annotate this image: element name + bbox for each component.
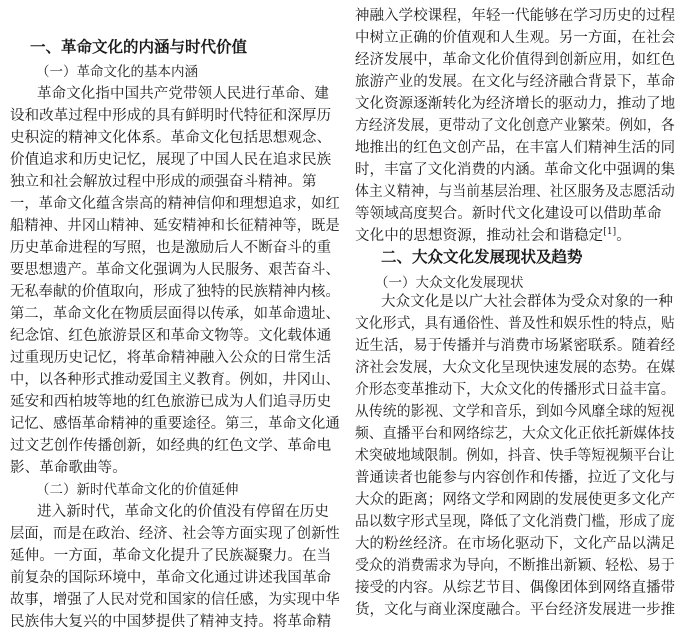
text-line: 受众的消费需求为导向，不断推出新颖、轻松、易于 xyxy=(355,558,675,574)
text-line: 无私奉献的价值取向，形成了独特的民族精神内核。 xyxy=(10,284,340,300)
text-line: 频、直播平台和网络综艺，大众文化正依托新媒体技 xyxy=(355,426,675,442)
text-line: 大众文化是以广大社会群体为受众对象的一种 xyxy=(381,294,673,310)
text-line: 进入新时代，革命文化的价值没有停留在历史 xyxy=(37,504,329,520)
text-line: 过文艺创作传播创新，如经典的红色文学、革命电 xyxy=(10,438,332,454)
text-line: 普通读者也能参与内容创作和传播，拉近了文化与 xyxy=(355,470,676,486)
text-line: 文化中的思想资源，推动社会和谐稳定 xyxy=(355,228,604,244)
text-line: 地推出的红色文创产品，在丰富人们精神生活的同 xyxy=(355,140,676,156)
text-line: 接受的内容。从综艺节目、偶像团体到网络直播带 xyxy=(355,580,676,596)
text-line: 神融入学校课程，年轻一代能够在学习历史的过程 xyxy=(355,8,676,24)
text-line: 大的粉丝经济。在市场化驱动下，文化产品以满足 xyxy=(355,536,676,552)
text-line: 济社会发展，大众文化呈现快速发展的态势。在媒 xyxy=(355,360,676,376)
text-line: 延伸。一方面，革命文化提升了民族凝聚力。在当 xyxy=(10,548,332,564)
text-line: 革命文化指中国共产党带领人民进行革命、建 xyxy=(37,86,329,102)
subsection-title-1-1: （一）革命文化的基本内涵 xyxy=(36,64,198,80)
text-line: 文化资源逐渐转化为经济增长的驱动力，推动了地 xyxy=(355,96,676,112)
section-title-2: 二、大众文化发展现状及趋势 xyxy=(381,248,583,266)
subsection-title-1-2: （二）新时代革命文化的价值延伸 xyxy=(36,482,239,498)
text-line: 货，文化与商业深度融合。平台经济发展进一步推 xyxy=(355,602,676,618)
text-line: 中，以各种形式推动爱国主义教育。例如，井冈山、 xyxy=(10,372,340,388)
text-line: 前复杂的国际环境中，革命文化通过讲述我国革命 xyxy=(10,570,332,586)
text-line: 民族伟大复兴的中国梦提供了精神支持。将革命精 xyxy=(10,614,332,630)
text-line: 纪念馆、红色旅游景区和革命文物等。文化载体通 xyxy=(10,328,332,344)
text-line: 船精神、井冈山精神、延安精神和长征精神等，既是 xyxy=(10,218,340,234)
text-line: 要思想遗产。革命文化强调为人民服务、艰苦奋斗、 xyxy=(10,262,340,278)
text-line: 历史革命进程的写照，也是激励后人不断奋斗的重 xyxy=(10,240,332,256)
text-line: 介形态变革推动下，大众文化的传播形式日益丰富。 xyxy=(355,382,675,398)
text-line: 术突破地域限制。例如，抖音、快手等短视频平台让 xyxy=(355,448,675,464)
text-line: 过重现历史记忆，将革命精神融入公众的日常生活 xyxy=(10,350,332,366)
text-line: 记忆、感悟革命精神的重要途径。第三，革命文化通 xyxy=(10,416,340,432)
text-line: 方经济发展，更带动了文化创意产业繁荣。例如，各 xyxy=(355,118,675,134)
text-line: 近生活，易于传播并与消费市场紧密联系。随着经 xyxy=(355,338,676,354)
text-line: 大众的距离；网络文学和网剧的发展使更多文化产 xyxy=(355,492,676,508)
text-line: 经济发展中，革命文化价值得到创新应用，如红色 xyxy=(355,52,676,68)
text-line: 品以数字形式呈现，降低了文化消费门槛，形成了庞 xyxy=(355,514,675,530)
text-line: 一，革命文化蕴含崇高的精神信仰和理想追求，如红 xyxy=(10,196,340,212)
text-line-with-citation xyxy=(355,226,631,246)
text-line: 层面，而是在政治、经济、社会等方面实现了创新性 xyxy=(10,526,340,542)
text-line: 体主义精神，与当前基层治理、社区服务及志愿活动 xyxy=(355,184,675,200)
text-line: 旅游产业的发展。在文化与经济融合背景下，革命 xyxy=(355,74,676,90)
text-line: 设和改革过程中形成的具有鲜明时代特征和深厚历 xyxy=(10,108,332,124)
text-line: 时，丰富了文化消费的内涵。革命文化中强调的集 xyxy=(355,162,676,178)
subsection-title-2-1: （一）大众文化发展现状 xyxy=(375,275,524,291)
citation-ref[interactable]: [1] xyxy=(603,227,617,238)
text-line: 故事，增强了人民对党和国家的信任感，为实现中华 xyxy=(10,592,340,608)
text-line: 史积淀的精神文化体系。革命文化包括思想观念、 xyxy=(10,130,332,146)
text-line: 文化形式，具有通俗性、普及性和娱乐性的特点，贴 xyxy=(355,316,675,332)
text-line: 影、革命歌曲等。 xyxy=(10,460,127,476)
text-line: 延安和西柏坡等地的红色旅游已成为人们追寻历史 xyxy=(10,394,332,410)
text-line: 独立和社会解放过程中形成的顽强奋斗精神。第 xyxy=(10,174,317,190)
text-line: 中树立正确的价值观和人生观。另一方面，在社会 xyxy=(355,30,676,46)
text-line: 等领域高度契合。新时代文化建设可以借助革命 xyxy=(355,206,662,222)
text-punct: 。 xyxy=(616,228,631,244)
text-line: 价值追求和历史记忆，展现了中国人民在追求民族 xyxy=(10,152,332,168)
section-title-1: 一、革命文化的内涵与时代价值 xyxy=(30,38,248,56)
text-line: 第二，革命文化在物质层面得以传承，如革命遗址、 xyxy=(10,306,340,322)
text-line: 从传统的影视、文学和音乐，到如今风靡全球的短视 xyxy=(355,404,675,420)
